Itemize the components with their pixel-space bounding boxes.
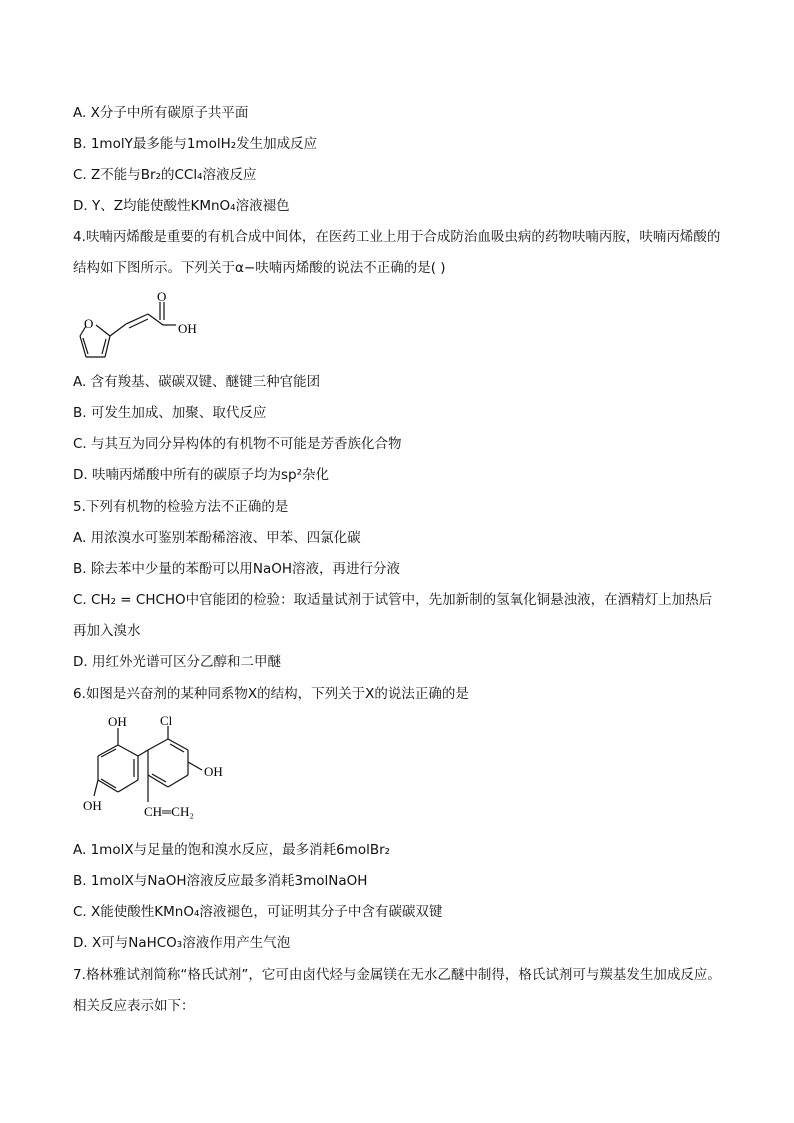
q4-option-d: D. 呋喃丙烯酸中所有的碳原子均为sp²杂化	[73, 467, 329, 483]
chlorine-label: Cl	[160, 713, 173, 728]
q3-option-c: C. Z不能与Br₂的CCl₄溶液反应	[73, 167, 257, 183]
carbonyl-oxygen-label: O	[157, 289, 167, 304]
q5-option-b: B. 除去苯中少量的苯酚可以用NaOH溶液，再进行分液	[73, 561, 400, 577]
vinyl-group-label: CH═CH₂	[144, 804, 194, 819]
q5-option-a: A. 用浓溴水可鉴别苯酚稀溶液、甲苯、四氯化碳	[73, 530, 361, 546]
q6-option-b: B. 1molX与NaOH溶液反应最多消耗3molNaOH	[73, 873, 368, 889]
q4-option-c: C. 与其互为同分异构体的有机物不可能是芳香族化合物	[73, 436, 402, 452]
ring-oxygen-label: O	[84, 316, 94, 331]
q6-option-c: C. X能使酸性KMnO₄溶液褪色，可证明其分子中含有碳碳双键	[73, 904, 443, 920]
q6-option-d: D. X可与NaHCO₃溶液作用产生气泡	[73, 935, 291, 951]
q3-option-a: A. X分子中所有碳原子共平面	[73, 105, 249, 121]
q3-option-b: B. 1molY最多能与1molH₂发生加成反应	[73, 136, 318, 152]
hydroxyl-label: OH	[178, 321, 197, 336]
q5-option-c: C. CH₂ = CHCHO中官能团的检验：取适量试剂于试管中，先加新制的氢氧化铜悬浊液，在酒精灯上加热后再加入溴水	[73, 592, 713, 639]
q6-stem: 6.如图是兴奋剂的某种同系物X的结构，下列关于X的说法正确的是	[73, 686, 469, 702]
bottom-hydroxyl-label: OH	[83, 798, 102, 813]
q3-option-d: D. Y、Z均能使酸性KMnO₄溶液褪色	[73, 198, 290, 214]
q5-option-d: D. 用红外光谱可区分乙醇和二甲醚	[73, 654, 281, 670]
furylacrylic-acid-structure	[70, 288, 220, 372]
q6-option-a: A. 1molX与足量的饱和溴水反应，最多消耗6molBr₂	[73, 842, 391, 858]
q4-stem: 4.呋喃丙烯酸是重要的有机合成中间体，在医药工业上用于合成防治血吸虫病的药物呋喃丙胺，呋喃丙烯酸的结构如下图所示。下列关于α−呋喃丙烯酸的说法不正确的是( )	[73, 229, 721, 276]
q7-stem: 7.格林雅试剂简称“格氏试剂”，它可由卤代烃与金属镁在无水乙醚中制得，格氏试剂可与羰基发生加成反应。相关反应表示如下：	[73, 967, 721, 1014]
right-hydroxyl-label: OH	[204, 764, 223, 779]
q5-stem: 5.下列有机物的检验方法不正确的是	[73, 499, 289, 515]
compound-x-structure	[70, 712, 240, 836]
q4-option-a: A. 含有羧基、碳碳双键、醚键三种官能团	[73, 374, 321, 390]
top-hydroxyl-label: OH	[108, 714, 127, 729]
q4-option-b: B. 可发生加成、加聚、取代反应	[73, 405, 267, 421]
